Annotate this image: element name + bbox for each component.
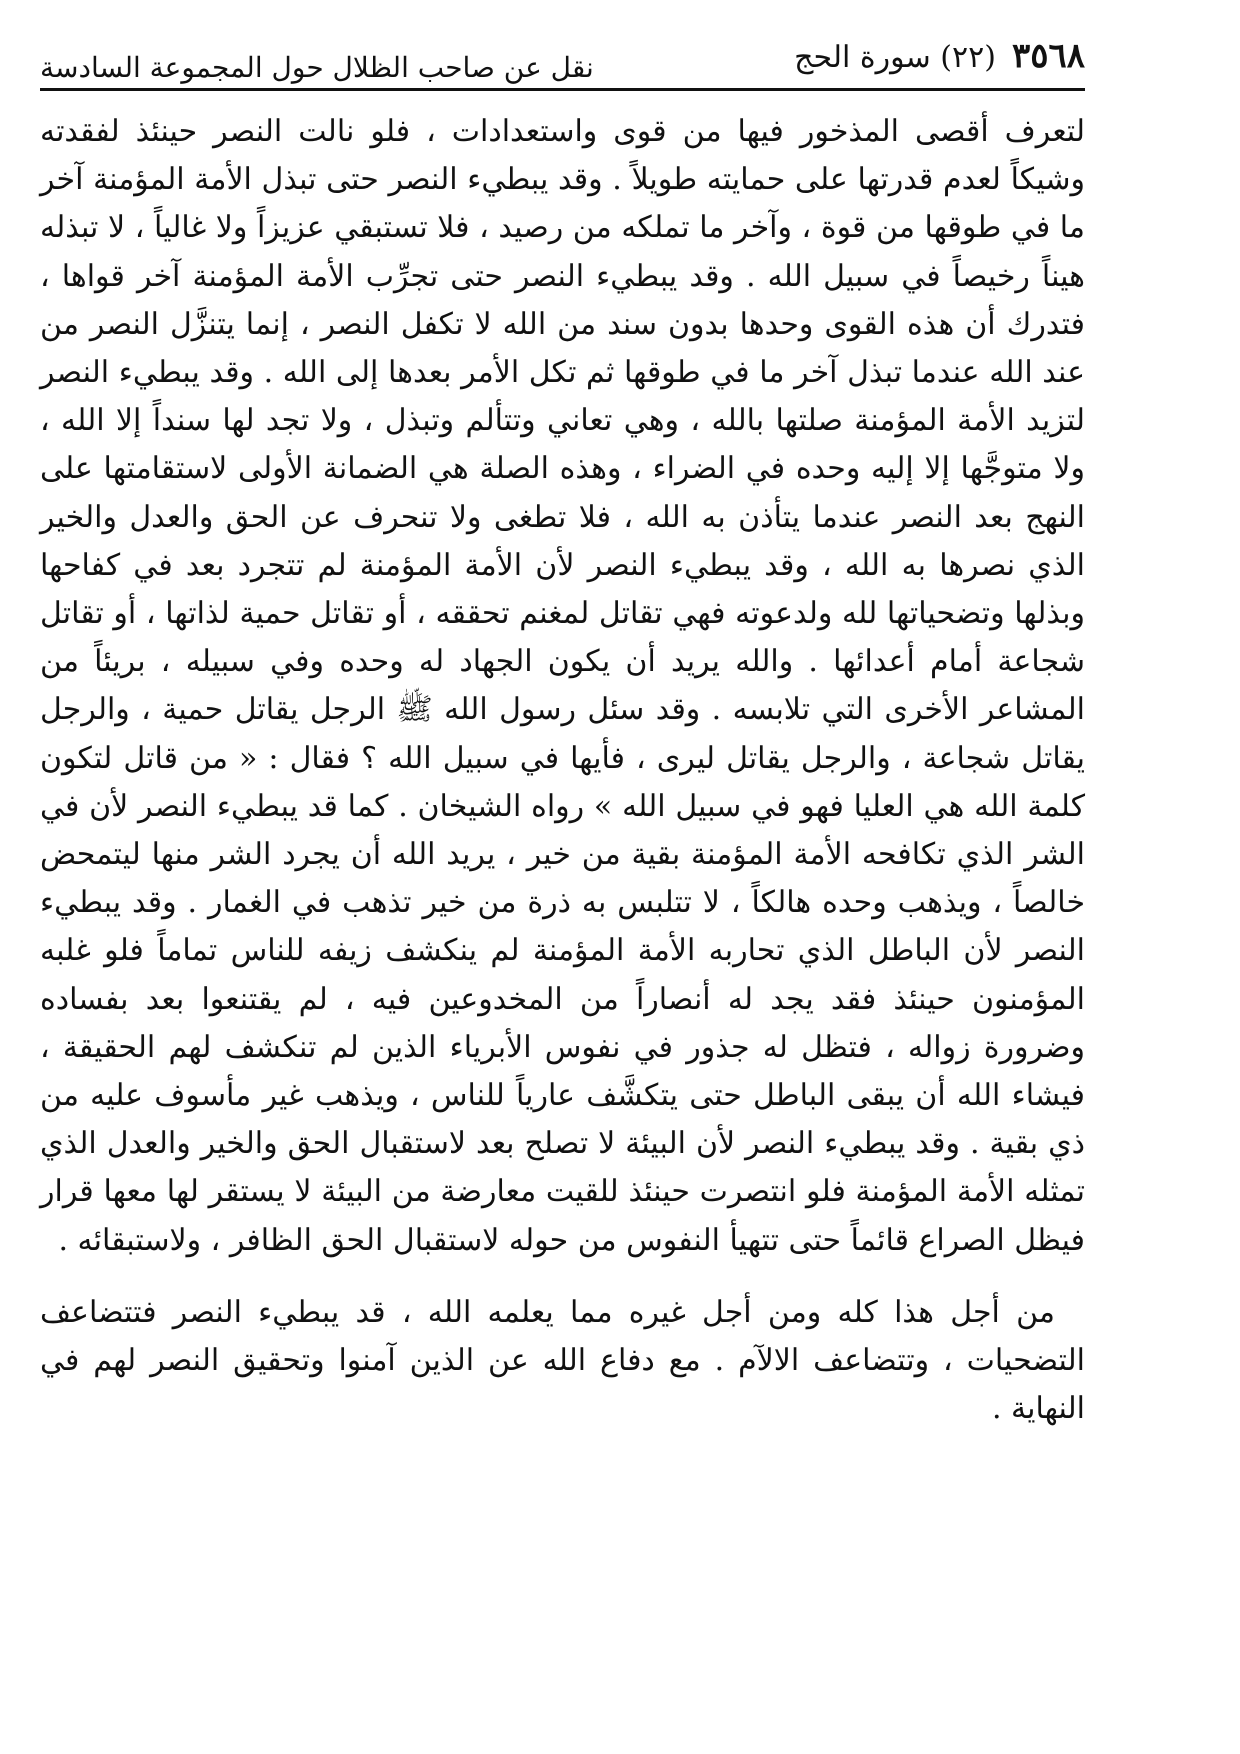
header-right-group xyxy=(794,36,1085,78)
section-title: نقل عن صاحب الظلال حول المجموعة السادسة xyxy=(40,51,594,84)
page-number: ٣٥٦٨ xyxy=(1011,36,1085,76)
page-body xyxy=(40,108,1085,1433)
surah-title: (٢٢) سورة الحج xyxy=(794,40,996,75)
body-paragraph-1: لتعرف أقصى المذخور فيها من قوى واستعدادات ، فلو نالت النصر حينئذ لفقدته وشيكاً لعدم قدرتها على حمايته طويلاً . وقد يبطيء النصر حتى تبذل الأمة المؤمنة آخر ما في طوقها من قوة ، وآخر ما تملكه من رصيد ، فلا تستبقي عزيزاً ولا غالياً ، لا تبذله هيناً رخيصاً في سبيل الله . وقد يبطيء النصر حتى تجرِّب الأمة المؤمنة آخر قواها ، فتدرك أن هذه القوى وحدها بدون سند من الله لا تكفل النصر ، إنما يتنزَّل النصر من عند الله عندما تبذل آخر ما في طوقها ثم تكل الأمر بعدها إلى الله . وقد يبطيء النصر لتزيد الأمة المؤمنة صلتها بالله ، وهي تعاني وتتألم وتبذل ، ولا تجد لها سنداً إلا الله ، ولا متوجَّها إلا إليه وحده في الضراء ، وهذه الصلة هي الضمانة الأولى لاستقامتها على النهج بعد النصر عندما يتأذن به الله ، فلا تطغى ولا تنحرف عن الحق والعدل والخير الذي نصرها به الله ، وقد يبطيء النصر لأن الأمة المؤمنة لم تتجرد بعد في كفاحها وبذلها وتضحياتها لله ولدعوته فهي تقاتل لمغنم تحققه ، أو تقاتل حمية لذاتها ، أو تقاتل شجاعة أمام أعدائها . والله يريد أن يكون الجهاد له وحده وفي سبيله ، بريئاً من المشاعر الأخرى التي تلابسه . وقد سئل رسول الله ﷺ الرجل يقاتل حمية ، والرجل يقاتل شجاعة ، والرجل يقاتل ليرى ، فأيها في سبيل الله ؟ فقال : « من قاتل لتكون كلمة الله هي العليا فهو في سبيل الله » رواه الشيخان . كما قد يبطيء النصر لأن في الشر الذي تكافحه الأمة المؤمنة بقية من خير ، يريد الله أن يجرد الشر منها ليتمحض خالصاً ، ويذهب وحده هالكاً ، لا تتلبس به ذرة من خير تذهب في الغمار . وقد يبطيء النصر لأن الباطل الذي تحاربه الأمة المؤمنة لم ينكشف زيفه للناس تماماً فلو غلبه المؤمنون حينئذ فقد يجد له أنصاراً من المخدوعين فيه ، لم يقتنعوا بعد بفساده وضرورة زواله ، فتظل له جذور في نفوس الأبرياء الذين لم تنكشف لهم الحقيقة ، فيشاء الله أن يبقى الباطل حتى يتكشَّف عارياً للناس ، ويذهب غير مأسوف عليه من ذي بقية . وقد يبطيء النصر لأن البيئة لا تصلح بعد لاستقبال الحق والخير والعدل الذي تمثله الأمة المؤمنة فلو انتصرت حينئذ للقيت معارضة من البيئة لا يستقر لها معها قرار فيظل الصراع قائماً حتى تتهيأ النفوس من حوله لاستقبال الحق الظافر ، ولاستبقائه . xyxy=(40,114,1086,1258)
running-header xyxy=(40,30,1085,91)
body-paragraph-2: من أجل هذا كله ومن أجل غيره مما يعلمه الله ، قد يبطيء النصر فتتضاعف التضحيات ، وتتضاعف الالآم . مع دفاع الله عن الذين آمنوا وتحقيق النصر لهم في النهاية . xyxy=(40,1294,1085,1427)
